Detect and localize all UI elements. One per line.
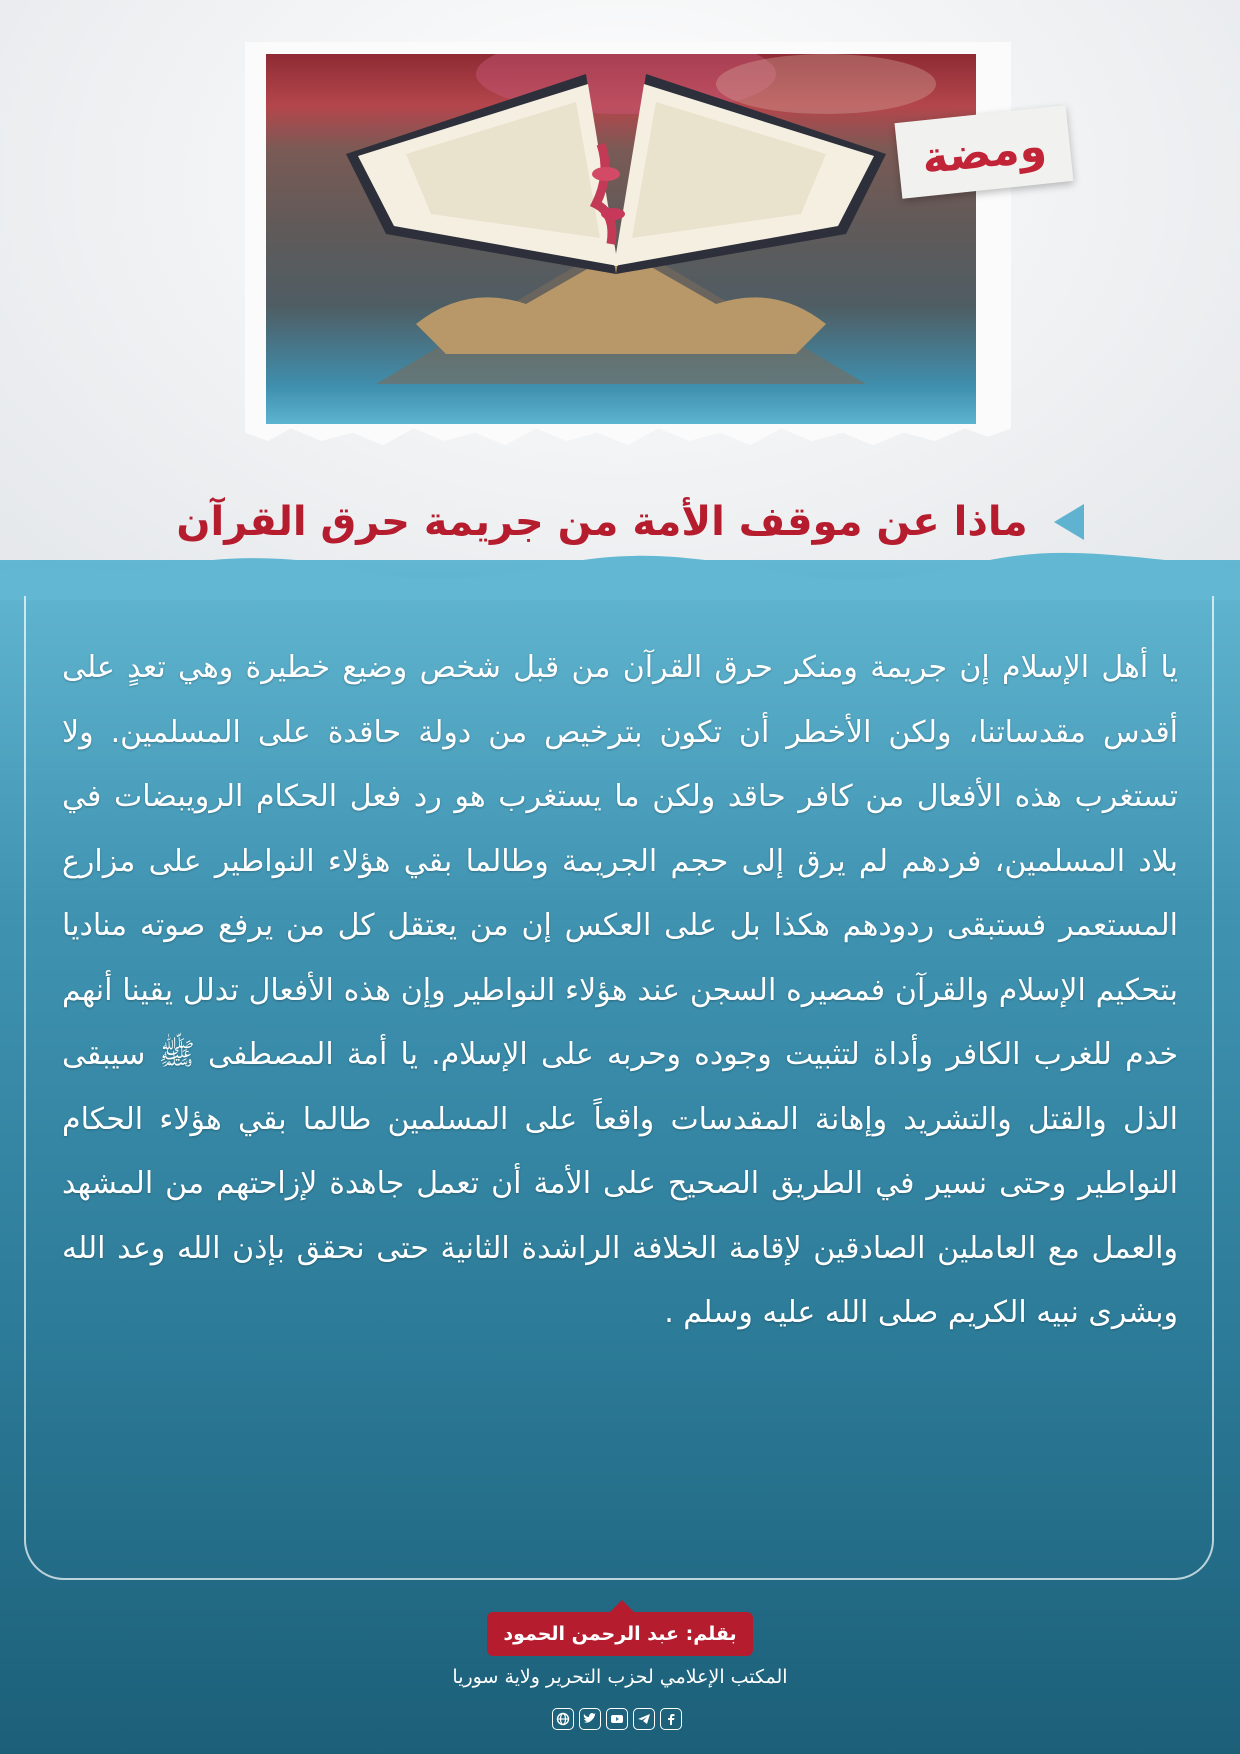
headline xyxy=(150,492,1110,552)
social-links xyxy=(552,1708,682,1732)
website-icon[interactable] xyxy=(552,1708,574,1730)
youtube-icon[interactable] xyxy=(606,1708,628,1730)
article-body: يا أهل الإسلام إن جريمة ومنكر حرق القرآن من قبل شخص وضيع خطيرة وهي تعدٍ على أقدس مقدساتنا، ولكن الأخطر أن تكون بترخيص من دولة حاقدة على المسلمين. ولا تستغرب هذه الأفعال من كافر حاقد ولكن ما يستغرب هو رد فعل الحكام الرويبضات في بلاد المسلمين، فردهم لم يرق إلى حجم الجريمة وطالما بقي هؤلاء النواطير على مزارع المستعمر فستبقى ردودهم هكذا بل على العكس إن من يعتقل كل من يرفع صوته مناديا بتحكيم الإسلام والقرآن فمصيره السجن عند هؤلاء النواطير وإن هذه الأفعال تدلل يقينا أنهم خدم للغرب الكافر وأداة لتثبيت وجوده وحربه على الإسلام. يا أمة المصطفى ﷺ سيبقى الذل والقتل والتشريد وإهانة المقدسات واقعاً على المسلمين طالما بقي هؤلاء الحكام النواطير وحتى نسير في الطريق الصحيح على الأمة أن تعمل جاهدة لإزاحتهم من المشهد والعمل مع العاملين الصادقين لإقامة الخلافة الراشدة الثانية حتى نحقق بإذن الله وعد الله وبشرى نبيه الكريم صلى الله عليه وسلم . xyxy=(62,650,1178,1330)
author-tag xyxy=(487,1612,753,1656)
twitter-icon[interactable] xyxy=(579,1708,601,1730)
badge-label: ومضة xyxy=(919,120,1049,184)
quran-photo xyxy=(266,54,976,424)
page-title: ماذا عن موقف الأمة من جريمة حرق القرآن xyxy=(176,499,1028,545)
facebook-icon[interactable] xyxy=(660,1708,682,1730)
media-office-name: المكتب الإعلامي لحزب التحرير ولاية سوريا xyxy=(452,1666,788,1688)
title-arrow-icon xyxy=(1054,504,1084,540)
telegram-icon[interactable] xyxy=(633,1708,655,1730)
author-name: بقلم: عبد الرحمن الحمود xyxy=(503,1623,737,1645)
